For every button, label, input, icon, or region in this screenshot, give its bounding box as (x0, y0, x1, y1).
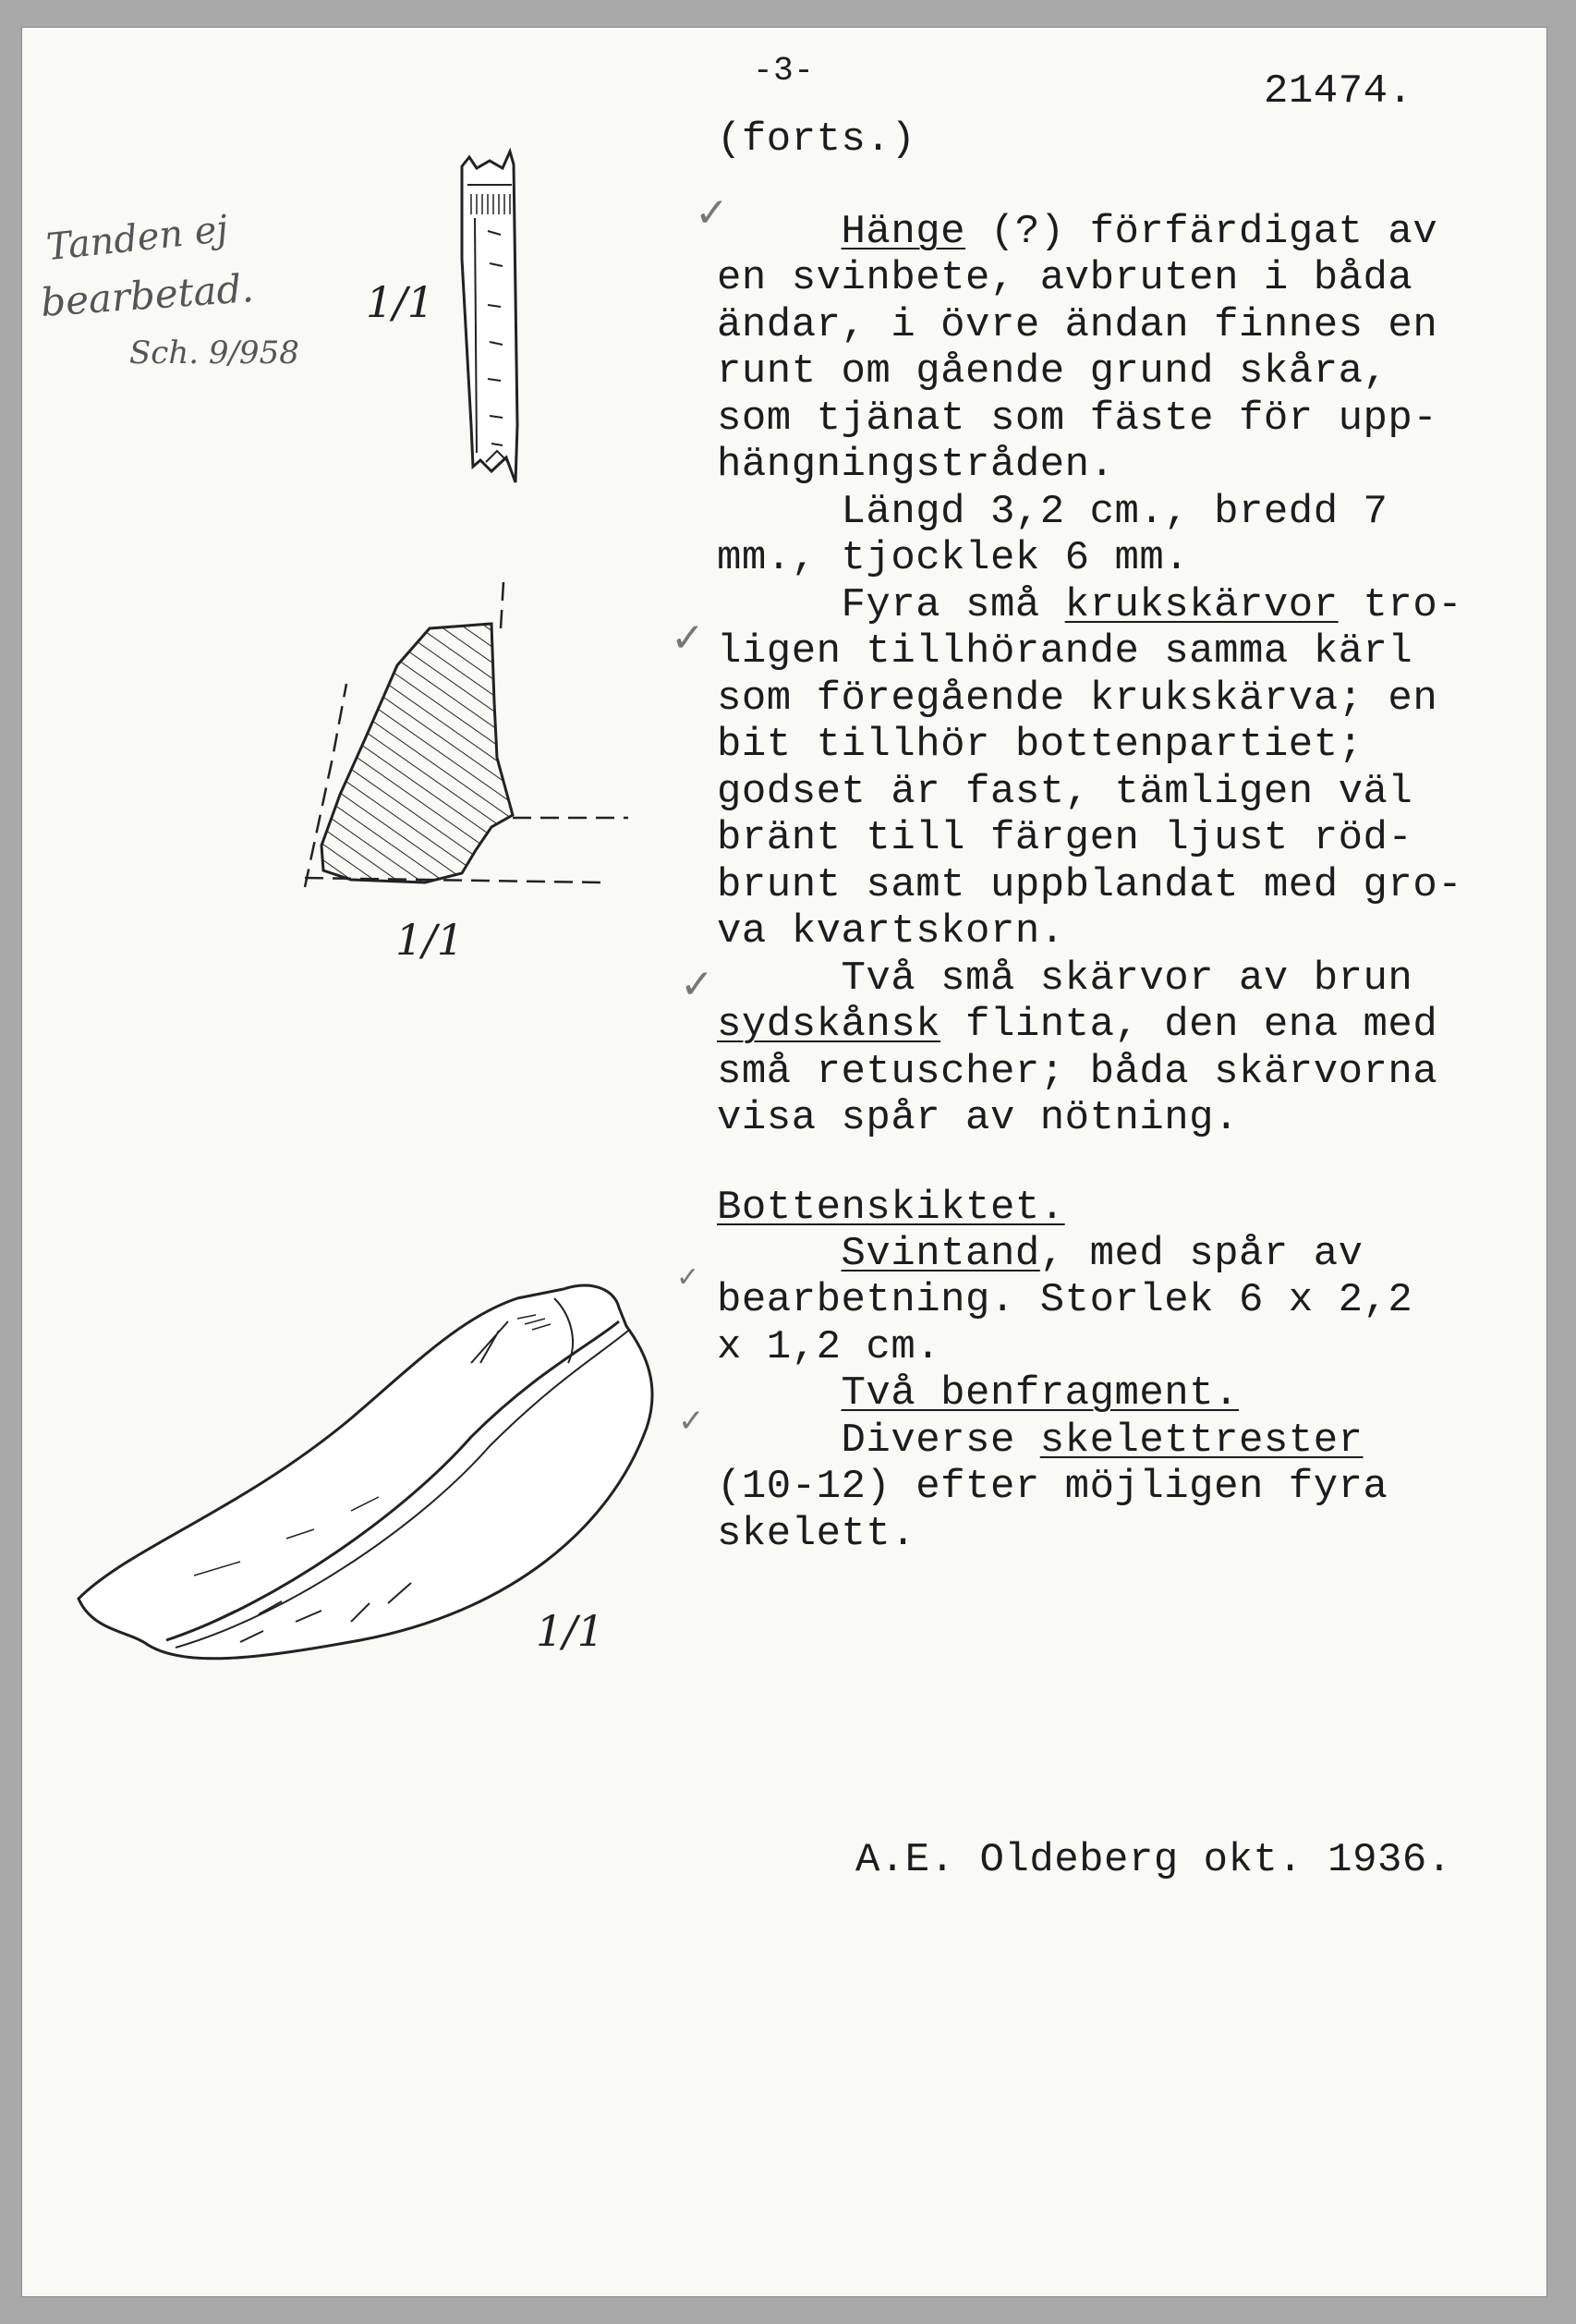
text-line: Hänge (?) förfärdigat av (841, 209, 1438, 255)
text-line: hängningstråden. (717, 442, 1115, 488)
text-line: en svinbete, avbruten i båda (717, 255, 1413, 301)
text-line: Diverse skelettrester (717, 1418, 1364, 1464)
text-line: Två benfragment. (841, 1370, 1239, 1417)
text-line: skelett. (717, 1511, 916, 1557)
text-line: bearbetning. Storlek 6 x 2,2 (717, 1277, 1413, 1323)
text-line: ligen tillhörande samma kärl (717, 628, 1413, 675)
text-line: som föregående krukskärva; en (717, 675, 1438, 722)
text-line: va kvartskorn. (717, 908, 1065, 955)
margin-note-line-3: Sch. 9/958 (129, 335, 299, 371)
text-line: runt om gående grund skåra, (717, 348, 1388, 395)
text-line: x 1,2 cm. (717, 1324, 941, 1370)
tooth-pendant-drawing (453, 148, 564, 517)
text-line: Svintand, med spår av (841, 1231, 1364, 1277)
scale-label-pendant: 1/1 (366, 277, 435, 327)
margin-note-line-2: bearbetad. (39, 265, 256, 325)
text-line: bit tillhör bottenpartiet; (717, 722, 1364, 768)
text-line: godset är fast, tämligen väl (717, 769, 1413, 815)
checkmark-1: ✓ (695, 189, 729, 237)
text-line: Längd 3,2 cm., bredd 7 (717, 489, 1388, 535)
page-number: -3- (753, 52, 815, 90)
pottery-sherd-drawing (296, 573, 647, 915)
checkmark-2: ✓ (671, 614, 705, 662)
text-line: små retuscher; båda skärvorna (717, 1049, 1438, 1095)
catalog-number: 21474. (1264, 68, 1413, 115)
text-line: visa spår av nötning. (717, 1095, 1239, 1141)
scale-label-tusk: 1/1 (536, 1606, 605, 1656)
margin-note-line-1: Tanden ej (44, 207, 230, 270)
text-line: sydskånsk flinta, den ena med (717, 1002, 1438, 1048)
text-line: som tjänat som fäste för upp- (717, 395, 1438, 442)
checkmark-4: ✓ (676, 1261, 700, 1294)
continued-label: (forts.) (717, 116, 916, 163)
text-line: brunt samt uppblandat med gro- (717, 862, 1463, 908)
section-heading: Bottenskiktet. (717, 1185, 1065, 1231)
text-line: Fyra små krukskärvor tro- (717, 582, 1463, 628)
text-line: Två små skärvor av brun (717, 955, 1413, 1002)
checkmark-3: ✓ (680, 961, 714, 1008)
boar-tusk-drawing (74, 1234, 665, 1686)
text-line: mm., tjocklek 6 mm. (717, 535, 1190, 581)
signature: A.E. Oldeberg okt. 1936. (855, 1837, 1452, 1883)
scale-label-sherd: 1/1 (395, 915, 465, 965)
text-line: bränt till färgen ljust röd- (717, 815, 1413, 861)
checkmark-5: ✓ (678, 1403, 705, 1440)
text-line: (10-12) efter möjligen fyra (717, 1464, 1388, 1510)
text-line: ändar, i övre ändan finnes en (717, 302, 1438, 348)
